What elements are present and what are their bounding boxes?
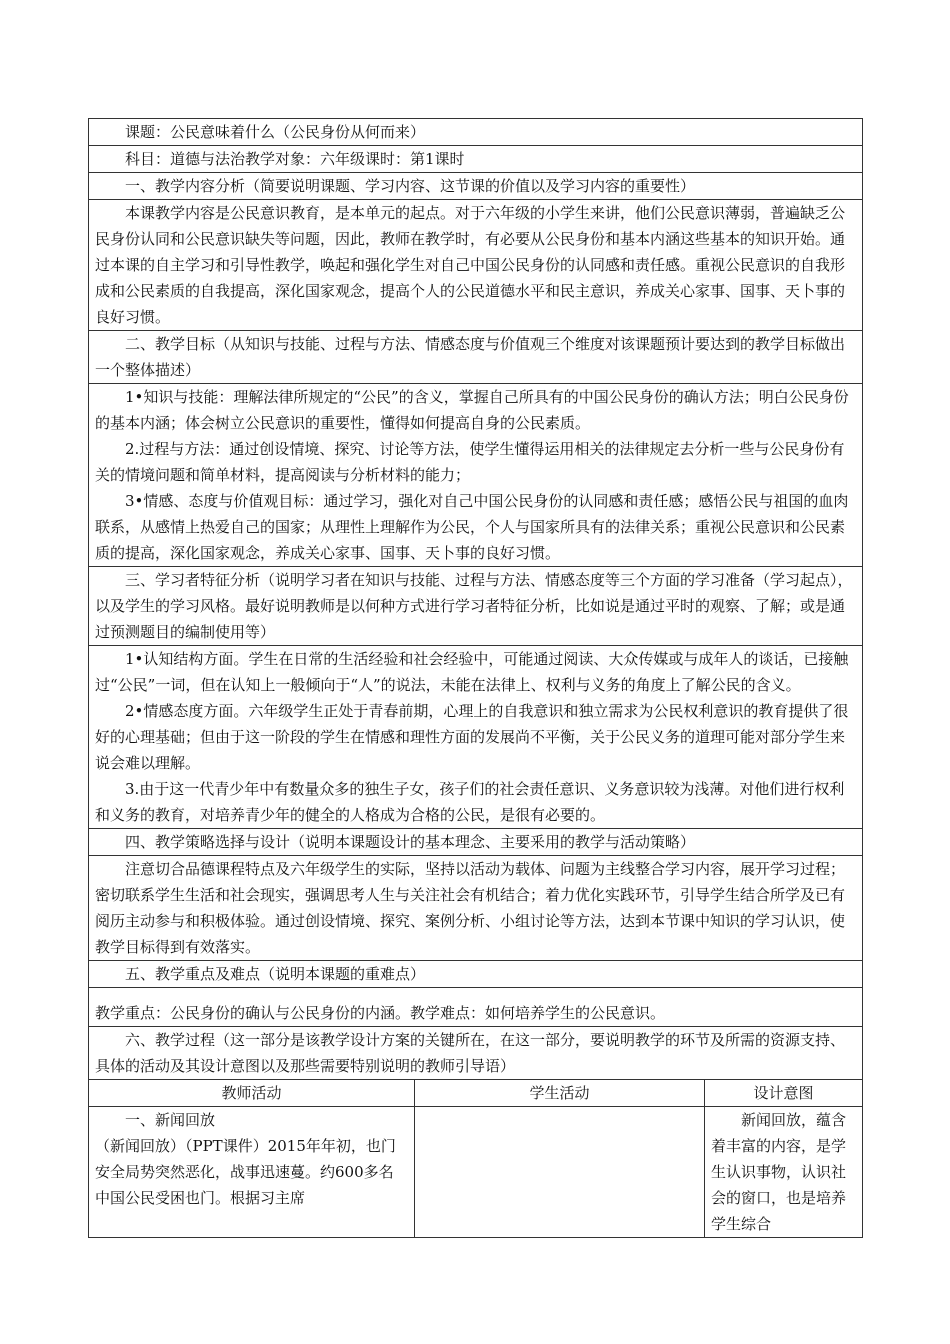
student-activity-cell <box>415 1107 705 1238</box>
section-3-body-row <box>89 646 863 829</box>
learner-cognition: 1•认知结构方面。学生在日常的生活经验和社会经验中，可能通过阅读、大众传媒或与成年人的谈话，已接触过“公民”一词，但在认知上一般倾向于“人”的说法，未能在法律上、权利与义务的角度上了解公民的含义。 <box>95 650 849 694</box>
section-4-body-row <box>89 856 863 961</box>
goal-emotion: 3•情感、态度与价值观目标：通过学习，强化对自己中国公民身份的认同感和责任感；感悟公民与祖国的血肉联系，从感情上热爱自己的国家；从理性上理解作为公民，个人与国家所具有的法律关系；重视公民意识和公民素质的提高，深化国家观念，养成关心家事、国事、天卜事的良好习惯。 <box>95 492 849 562</box>
section-1-title: 一、教学内容分析（简要说明课题、学习内容、这节课的价值以及学习内容的重要性） <box>89 173 863 200</box>
section-3-title: 三、学习者特征分析（说明学习者在知识与技能、过程与方法、情感态度等三个方面的学习准备（学习起点），以及学生的学习风格。最好说明教师是以何种方式进行学习者特征分析，比如说是通过平时的观察、了解；或是通过预测题目的编制使用等） <box>89 567 863 646</box>
lesson-plan-table <box>88 118 863 1238</box>
section-1-body: 本课教学内容是公民意识教育，是本单元的起点。对于六年级的小学生来讲，他们公民意识薄弱，普遍缺乏公民身份认同和公民意识缺失等问题，因此，教师在教学时，有必要从公民身份和基本内涵这些基本的知识开始。通过本课的自主学习和引导性教学，唤起和强化学生对自己中国公民身份的认同感和责任感。重视公民意识的自我形成和公民素质的自我提高，深化国家观念，提高个人的公民道德水平和民主意识，养成关心家事、国事、天卜事的良好习惯。 <box>89 200 863 331</box>
learner-responsibility: 3.由于这一代青少年中有数量众多的独生子女，孩子们的社会责任意识、义务意识较为浅薄。对他们进行权利和义务的教育，对培养青少年的健全的人格成为合格的公民，是很有必要的。 <box>95 780 845 824</box>
section-4-title-row <box>89 829 863 856</box>
teacher-activity-cell <box>89 1107 415 1238</box>
learner-emotion: 2•情感态度方面。六年级学生正处于青春前期，心理上的自我意识和独立需求为公民权利意识的教育提供了很好的心理基础；但由于这一阶段的学生在情感和理性方面的发展尚不平衡，关于公民义务的道理可能对部分学生来说会难以理解。 <box>95 702 849 772</box>
section-1-body-row <box>89 200 863 331</box>
section-6-title: 六、教学过程（这一部分是该教学设计方案的关键所在，在这一部分，要说明教学的环节及所需的资源支持、具体的活动及其设计意图以及那些需要特别说明的教师引导语） <box>89 1027 863 1080</box>
subject-row <box>89 146 863 173</box>
section-5-body <box>89 988 863 1027</box>
section-6-title-row <box>89 1027 863 1080</box>
design-intent-cell: 新闻回放，蕴含着丰富的内容，是学生认识事物，认识社会的窗口，也是培养学生综合 <box>705 1107 863 1238</box>
section-2-body-row <box>89 384 863 567</box>
topic-row <box>89 119 863 146</box>
teacher-step-title: 一、新闻回放 <box>125 1111 216 1129</box>
section-2-title-row <box>89 331 863 384</box>
col-student-activity: 学生活动 <box>415 1080 705 1107</box>
subject-cell: 科目：道德与法治教学对象：六年级课时：第1课时 <box>89 146 863 173</box>
section-5-title-row <box>89 961 863 988</box>
topic-cell: 课题：公民意味着什么（公民身份从何而来） <box>89 119 863 146</box>
teacher-step-body: （新闻回放）（PPT课件）2015年年初，也门安全局势突然恶化，战事迅速蔓。约600多名中国公民受困也门。根据习主席 <box>95 1137 396 1207</box>
col-teacher-activity: 教师活动 <box>89 1080 415 1107</box>
goal-knowledge: 1•知识与技能：理解法律所规定的“公民”的含义，掌握自己所具有的中国公民身份的确认方法；明白公民身份的基本内涵；体会树立公民意识的重要性，懂得如何提高自身的公民素质。 <box>95 388 849 432</box>
process-row <box>89 1107 863 1238</box>
section-4-body: 注意切合品德课程特点及六年级学生的实际，坚持以活动为载体、问题为主线整合学习内容，展开学习过程；密切联系学生生活和社会现实，强调思考人生与关注社会有机结合；着力优化实践环节，引导学生结合所学及已有阅历主动参与和积极体验。通过创设情境、探究、案例分析、小组讨论等方法，达到本节课中知识的学习认识，使教学目标得到有效落实。 <box>89 856 863 961</box>
section-2-body <box>89 384 863 567</box>
section-5-title: 五、教学重点及难点（说明本课题的重难点） <box>89 961 863 988</box>
section-1-title-row <box>89 173 863 200</box>
section-3-body <box>89 646 863 829</box>
section-3-title-row <box>89 567 863 646</box>
section-2-title: 二、教学目标（从知识与技能、过程与方法、情感态度与价值观三个维度对该课题预计要达到的教学目标做出一个整体描述） <box>89 331 863 384</box>
process-header-row <box>89 1080 863 1107</box>
section-5-body-row <box>89 988 863 1027</box>
col-design-intent: 设计意图 <box>705 1080 863 1107</box>
section-4-title: 四、教学策略选择与设计（说明本课题设计的基本理念、主要釆用的教学与活动策略） <box>89 829 863 856</box>
goal-process: 2.过程与方法：通过创设情境、探究、讨论等方法，使学生懂得运用相关的法律规定去分析一些与公民身份有关的情境问题和简单材料，提高阅读与分析材料的能力； <box>95 440 845 484</box>
key-difficult-points: 教学重点：公民身份的确认与公民身份的内涵。教学难点：如何培养学生的公民意识。 <box>95 1004 666 1022</box>
